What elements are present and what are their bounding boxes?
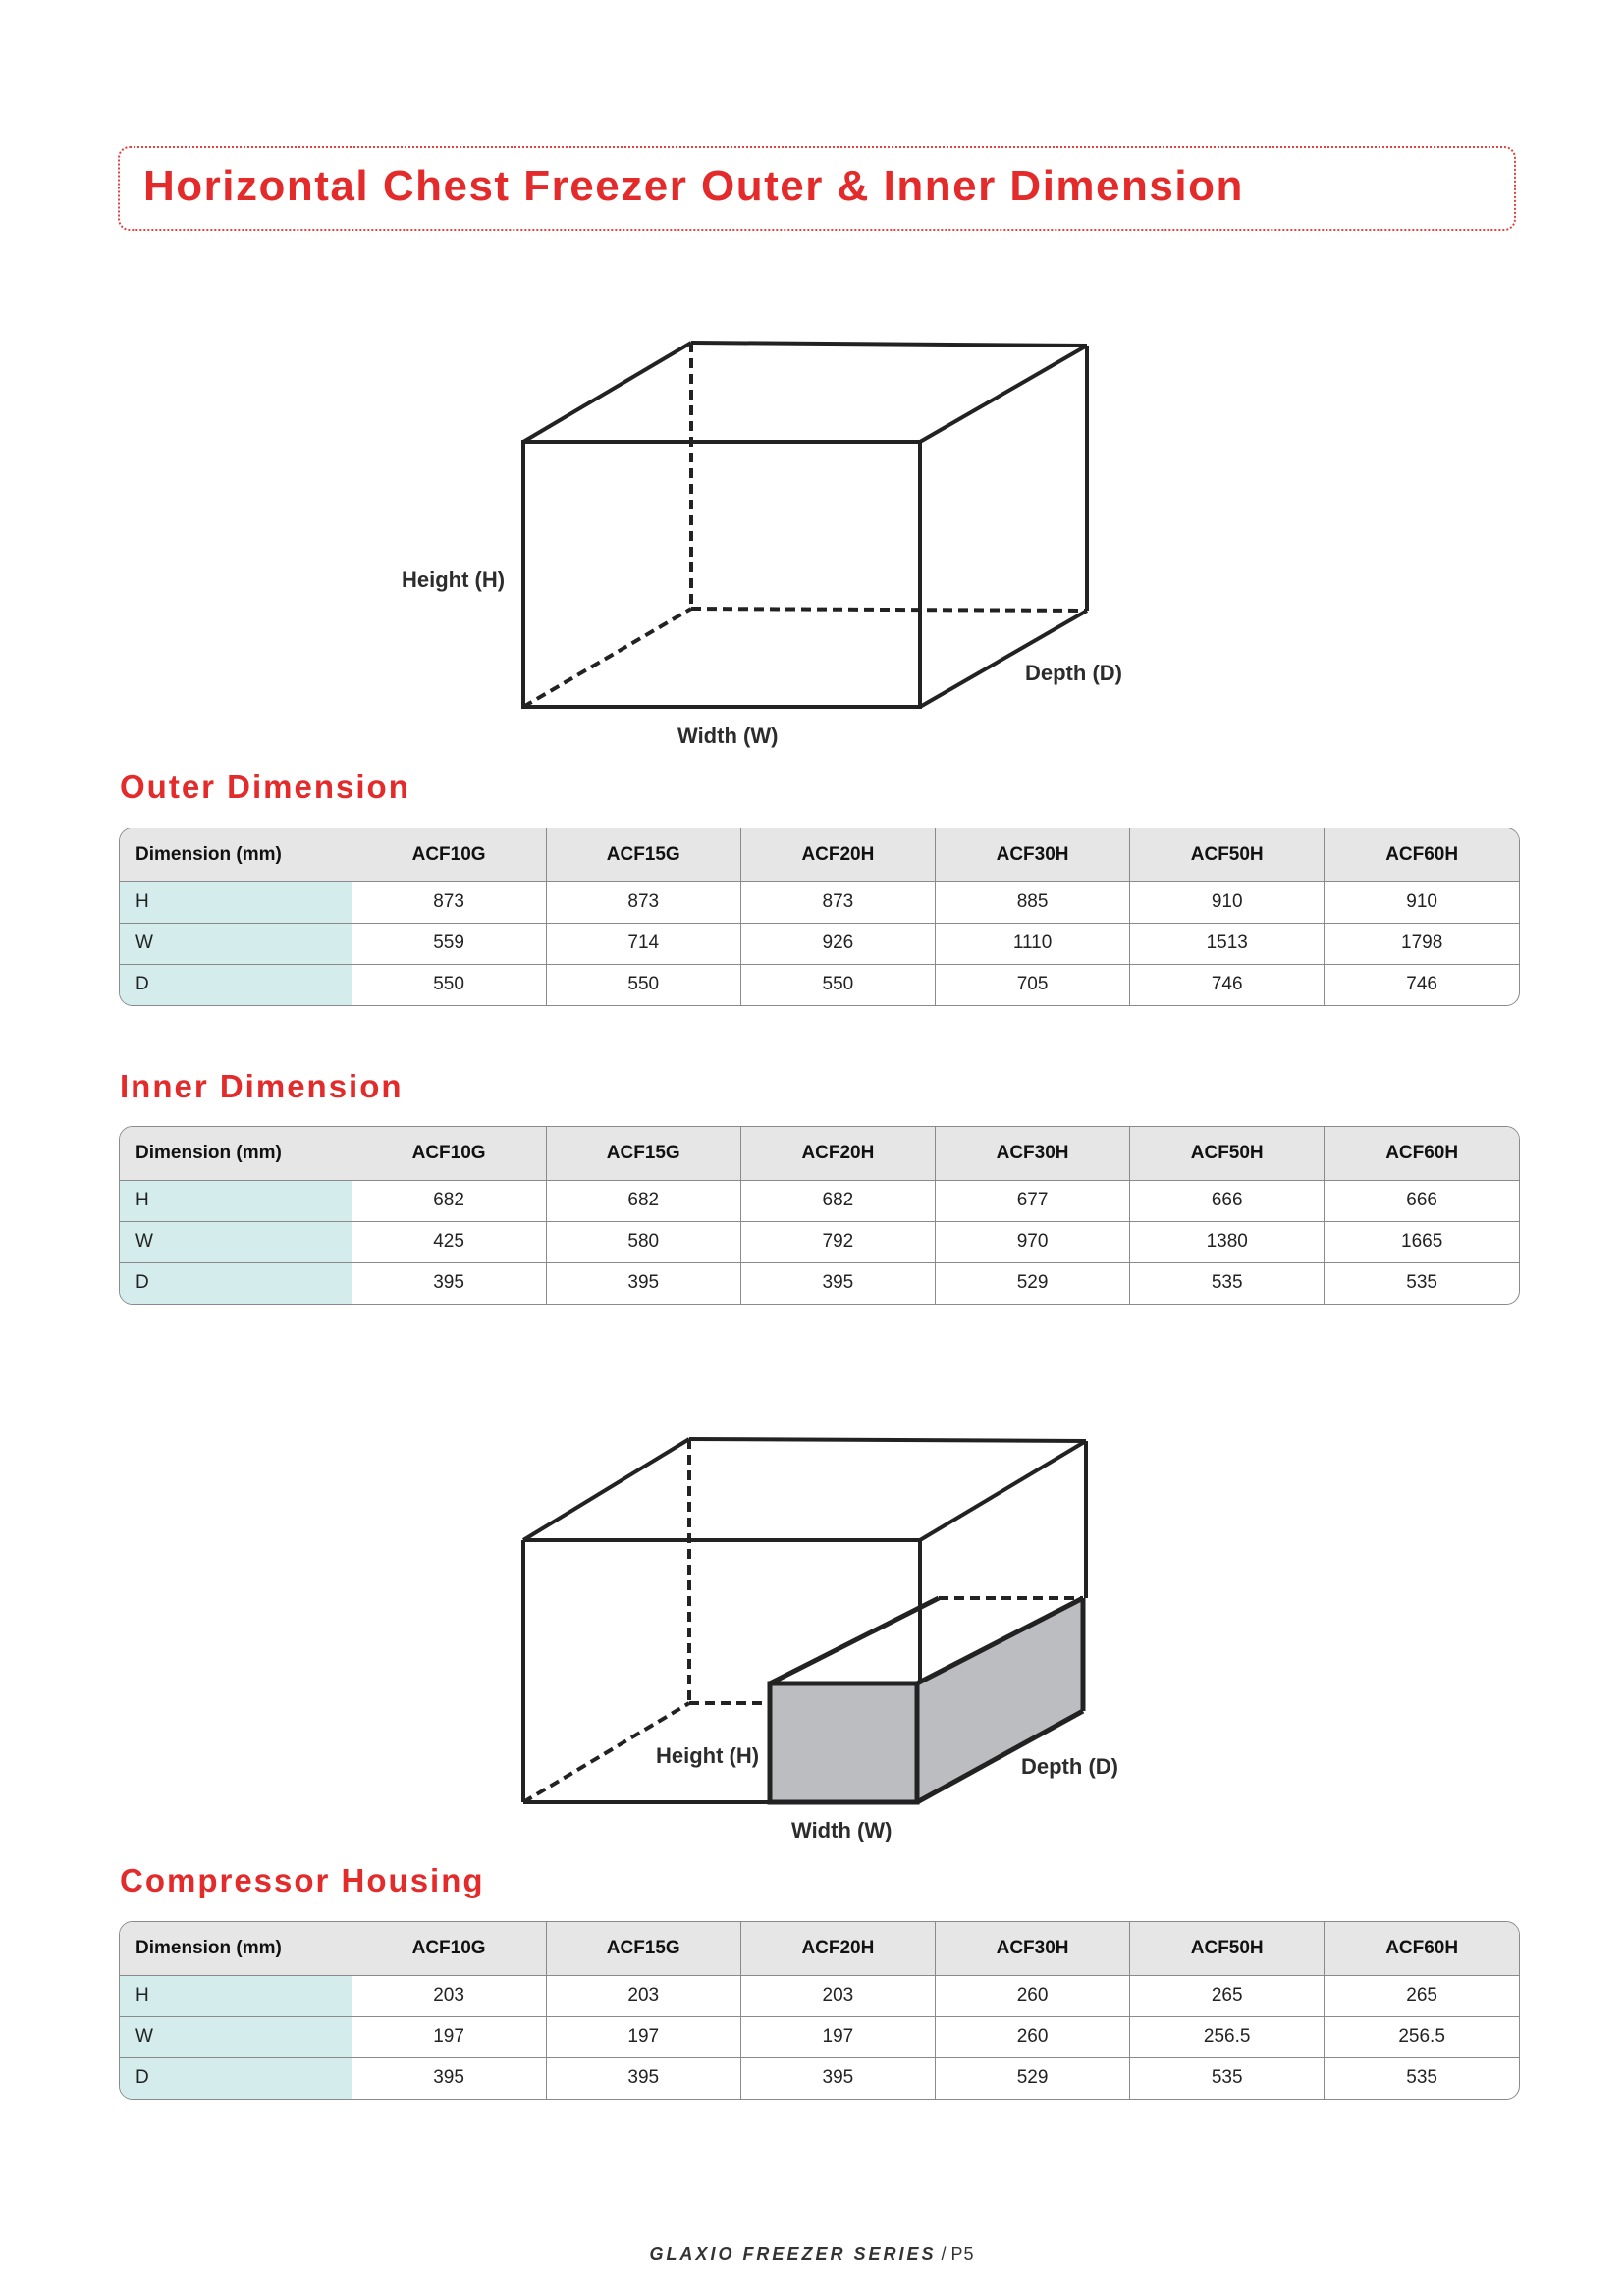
table-cell: 256.5 <box>1130 2016 1325 2057</box>
table-cell: 395 <box>740 1262 935 1304</box>
title-box <box>118 146 1516 231</box>
table-cell: 910 <box>1325 881 1519 923</box>
table-cell: 873 <box>546 881 740 923</box>
table-cell: 529 <box>935 1262 1129 1304</box>
table-row <box>120 923 1519 964</box>
table-cell: 666 <box>1325 1180 1519 1221</box>
table-cell: 926 <box>740 923 935 964</box>
table-cell: 705 <box>935 964 1129 1005</box>
table-cell: 265 <box>1325 1975 1519 2016</box>
table-cell: 746 <box>1130 964 1325 1005</box>
depth-label: Depth (D) <box>1021 1754 1118 1779</box>
table-cell: 203 <box>546 1975 740 2016</box>
table-cell: 197 <box>546 2016 740 2057</box>
table-cell: 714 <box>546 923 740 964</box>
column-header: ACF30H <box>935 828 1129 881</box>
column-header: ACF10G <box>352 828 546 881</box>
table-cell: 395 <box>352 1262 546 1304</box>
table-cell: 1513 <box>1130 923 1325 964</box>
compressor-housing-title: Compressor Housing <box>120 1862 485 1898</box>
table-cell: 746 <box>1406 974 1437 995</box>
row-label: D <box>120 964 352 1005</box>
table-row <box>120 1975 1519 2016</box>
page-title: Horizontal Chest Freezer Outer & Inner Dimension <box>143 162 1244 210</box>
table-cell: 873 <box>740 881 935 923</box>
column-header: ACF50H <box>1130 1127 1325 1180</box>
width-label: Width (W) <box>677 723 779 748</box>
table-cell: 682 <box>546 1180 740 1221</box>
table-cell: 395 <box>740 2057 935 2099</box>
depth-label: Depth (D) <box>1025 661 1122 685</box>
table-cell: 197 <box>352 2016 546 2057</box>
table-cell: 197 <box>740 2016 935 2057</box>
column-header: ACF50H <box>1130 828 1325 881</box>
table-row <box>120 2057 1519 2099</box>
table-cell: 535 <box>1130 2057 1325 2099</box>
column-header: ACF60H <box>1325 1922 1519 1975</box>
table-header-row <box>120 828 1519 881</box>
table-row <box>120 881 1519 923</box>
table-cell: 529 <box>935 2057 1129 2099</box>
compressor-housing-diagram <box>0 1414 1624 1845</box>
column-header: ACF10G <box>352 1127 546 1180</box>
column-header: ACF20H <box>740 1127 935 1180</box>
column-header: ACF60H <box>1325 1127 1519 1180</box>
table-cell: 260 <box>935 2016 1129 2057</box>
table-cell: 535 <box>1406 1272 1437 1294</box>
table-header-row <box>120 1922 1519 1975</box>
table-cell: 256.5 <box>1325 2016 1519 2057</box>
column-header: Dimension (mm) <box>120 1922 352 1975</box>
table-cell: 682 <box>740 1180 935 1221</box>
table-cell: 395 <box>546 2057 740 2099</box>
row-label: W <box>120 2016 352 2057</box>
row-label: W <box>120 923 352 964</box>
table-row <box>120 964 1519 1005</box>
height-label: Height (H) <box>402 567 506 592</box>
column-header: ACF15G <box>546 1922 740 1975</box>
outer-box-drawing <box>523 343 1087 707</box>
table-cell: 873 <box>352 881 546 923</box>
footer-brand: GLAXIO FREEZER SERIES <box>649 2244 937 2264</box>
page-number: P5 <box>950 2244 975 2264</box>
table-cell: 910 <box>1130 881 1325 923</box>
table-cell: 265 <box>1130 1975 1325 2016</box>
table-cell: 666 <box>1130 1180 1325 1221</box>
height-label: Height (H) <box>656 1743 760 1768</box>
table-cell: 1110 <box>935 923 1129 964</box>
row-label: D <box>120 1262 352 1304</box>
table-cell: 535 <box>1130 1262 1325 1304</box>
column-header: Dimension (mm) <box>120 1127 352 1180</box>
column-header: ACF50H <box>1130 1922 1325 1975</box>
row-label: W <box>120 1221 352 1262</box>
column-header: ACF30H <box>935 1922 1129 1975</box>
table-row <box>120 1262 1519 1304</box>
outer-dimension-title: Outer Dimension <box>120 769 410 805</box>
row-label: H <box>120 1180 352 1221</box>
table-cell: 550 <box>352 964 546 1005</box>
width-label: Width (W) <box>791 1818 893 1842</box>
table-cell: 580 <box>546 1221 740 1262</box>
table-cell: 559 <box>352 923 546 964</box>
column-header: ACF60H <box>1325 828 1519 881</box>
table-cell: 425 <box>352 1221 546 1262</box>
column-header: ACF15G <box>546 1127 740 1180</box>
inner-dimension-title: Inner Dimension <box>120 1068 404 1104</box>
column-header: ACF20H <box>740 1922 935 1975</box>
table-cell: 1798 <box>1325 923 1519 964</box>
outer-dimension-table <box>119 828 1520 1006</box>
table-cell: 677 <box>935 1180 1129 1221</box>
table-cell: 1665 <box>1325 1221 1519 1262</box>
inner-dimension-table <box>119 1126 1520 1305</box>
page-footer <box>0 2244 1624 2265</box>
outer-dimension-diagram <box>0 324 1624 756</box>
row-label: D <box>120 2057 352 2099</box>
table-cell: 885 <box>935 881 1129 923</box>
table-cell: 395 <box>546 1262 740 1304</box>
column-header: ACF15G <box>546 828 740 881</box>
table-row <box>120 2016 1519 2057</box>
compressor-housing-table <box>119 1921 1520 2100</box>
table-cell: 203 <box>740 1975 935 2016</box>
table-cell: 792 <box>740 1221 935 1262</box>
row-label: H <box>120 881 352 923</box>
table-cell: 550 <box>740 964 935 1005</box>
row-label: H <box>120 1975 352 2016</box>
table-cell: 682 <box>352 1180 546 1221</box>
table-cell: 395 <box>352 2057 546 2099</box>
footer-separator: / <box>941 2244 947 2264</box>
column-header: Dimension (mm) <box>120 828 352 881</box>
table-row <box>120 1180 1519 1221</box>
table-cell: 535 <box>1406 2067 1437 2089</box>
table-cell: 970 <box>935 1221 1129 1262</box>
table-cell: 550 <box>546 964 740 1005</box>
column-header: ACF30H <box>935 1127 1129 1180</box>
table-cell: 260 <box>935 1975 1129 2016</box>
column-header: ACF10G <box>352 1922 546 1975</box>
column-header: ACF20H <box>740 828 935 881</box>
table-cell: 1380 <box>1130 1221 1325 1262</box>
table-row <box>120 1221 1519 1262</box>
table-header-row <box>120 1127 1519 1180</box>
table-cell: 203 <box>352 1975 546 2016</box>
